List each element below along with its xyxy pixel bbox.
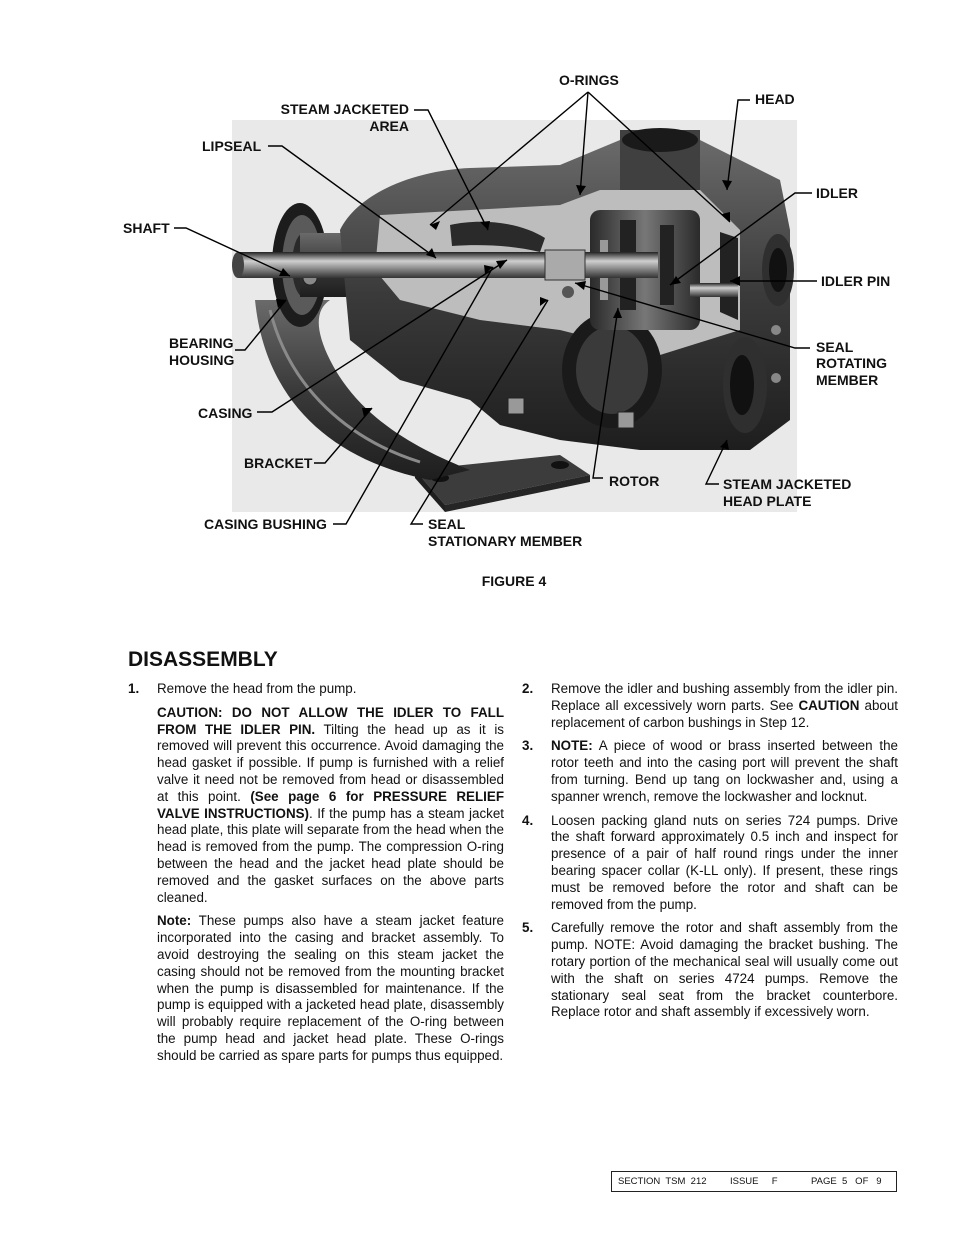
- step-1-text: Remove the head from the pump.: [157, 681, 357, 696]
- label-lipseal: LIPSEAL: [202, 138, 262, 154]
- step-1-caution: [157, 705, 504, 907]
- caution-text-a: Tilting the head up as it is removed will prevent this occurrence. Avoid damaging the head gasket if possible. If pump is furnished with a relief valve it need not be removed from head or disassembled at this point.: [157, 721, 504, 804]
- left-column: [128, 681, 504, 1072]
- caution-heading: CAUTION: DO NOT ALLOW THE IDLER TO FALL FROM THE IDLER PIN.: [157, 704, 504, 737]
- figure-caption: FIGURE 4: [481, 573, 547, 589]
- step-4-number: 4.: [522, 812, 534, 828]
- pump-cutaway-illustration: [0, 0, 954, 600]
- step-1-number: 1.: [128, 681, 140, 696]
- step-2-text-a: Remove the idler and bushing assembly from the idler pin. Replace all excessively worn parts. See: [551, 681, 898, 713]
- step-4-text: Loosen packing gland nuts on series 724 pumps. Drive the shaft forward approximately 0.5 inch and inspect for presence of a pair of half round rings under the inner bearing spacer collar (K-LL only). If present, these rings must be removed before the rotor and shaft can be removed from the pump.: [551, 812, 898, 912]
- label-seal-rotating-line2: ROTATING: [816, 355, 888, 371]
- label-seal-stationary-line1: SEAL: [428, 516, 466, 532]
- step-3-text: A piece of wood or brass inserted between the rotor teeth and into the casing port will prevent the shaft from turning. Bend up tang on lockwasher and, using a spanner wrench, remove the lockwasher and locknut.: [551, 738, 898, 804]
- step-1-note: [157, 913, 504, 1064]
- idler-pin: [690, 283, 738, 297]
- caution-reference: (See page 6 for PRESSURE RELIEF VALVE INSTRUCTIONS): [157, 788, 504, 821]
- note-text: These pumps also have a steam jacket feature incorporated into the casing and bracket assembly. To avoid destroying the sealing on this steam jacket the casing should not be removed from the mounting bracket when the pump is disassembled for maintenance. If the pump is equipped with a jacketed head plate, disassembly will probably require replacement of the O-ring between the pump head and jacket head plate. These O-rings should be carried as spare parts for pumps thus equipped.: [157, 913, 504, 1063]
- step-2-caution-word: CAUTION: [798, 697, 860, 713]
- label-bearing-housing-line2: HOUSING: [169, 352, 235, 368]
- step-2-text-b: about replacement of carbon bushings in Step 12.: [551, 697, 898, 730]
- footer-section: SECTION TSM 212: [618, 1176, 707, 1187]
- step-1: [128, 681, 504, 1065]
- step-3-number: 3.: [522, 738, 534, 754]
- caution-text-b: . If the pump has a steam jacket head plate, this plate will separate from the head when the head is removed from the pump. The compression O-ring between the head and the jacket head plate should be removed and the gasket surfaces on the above parts cleaned.: [157, 805, 505, 905]
- right-column: [522, 681, 898, 1028]
- page-footer-box: [611, 1171, 897, 1192]
- footer-issue: ISSUE F: [730, 1176, 778, 1187]
- label-steam-jacketed-area-line2: AREA: [369, 118, 409, 134]
- step-4: [522, 813, 898, 914]
- label-casing: CASING: [198, 405, 253, 421]
- label-casing-bushing: CASING BUSHING: [204, 516, 327, 532]
- label-idler: IDLER: [816, 185, 858, 201]
- step-5-text: Carefully remove the rotor and shaft assembly from the pump. NOTE: Avoid damaging the bracket bushing. The rotary portion of the mechanical seal will usually come out with the shaft on series 4724 pumps. Remove the stationary seal seat from the bracket counterbore. Replace rotor and shaft assembly if excessively worn.: [551, 920, 898, 1020]
- step-3-note-word: NOTE:: [551, 738, 593, 754]
- label-seal-stationary-line2: STATIONARY MEMBER: [428, 533, 583, 549]
- note-heading: Note:: [157, 913, 192, 929]
- step-3: [522, 738, 898, 805]
- label-idler-pin: IDLER PIN: [821, 273, 891, 289]
- step-5-number: 5.: [522, 920, 534, 936]
- footer-page: PAGE 5 OF 9: [811, 1176, 882, 1187]
- label-steam-jacketed-head-plate-line1: STEAM JACKETED: [723, 476, 852, 492]
- label-rotor: ROTOR: [609, 473, 660, 489]
- step-2: [522, 681, 898, 731]
- label-steam-jacketed-area-line1: STEAM JACKETED: [280, 101, 409, 117]
- step-5: [522, 920, 898, 1021]
- label-seal-rotating-line1: SEAL: [816, 339, 854, 355]
- label-o-rings: O-RINGS: [559, 72, 619, 88]
- section-title: DISASSEMBLY: [128, 648, 278, 671]
- step-2-number: 2.: [522, 681, 534, 696]
- label-seal-rotating-line3: MEMBER: [816, 372, 879, 388]
- label-bearing-housing-line1: BEARING: [169, 335, 234, 351]
- label-bracket: BRACKET: [244, 455, 313, 471]
- label-steam-jacketed-head-plate-line2: HEAD PLATE: [723, 493, 812, 509]
- label-head: HEAD: [755, 91, 795, 107]
- label-shaft: SHAFT: [123, 220, 170, 236]
